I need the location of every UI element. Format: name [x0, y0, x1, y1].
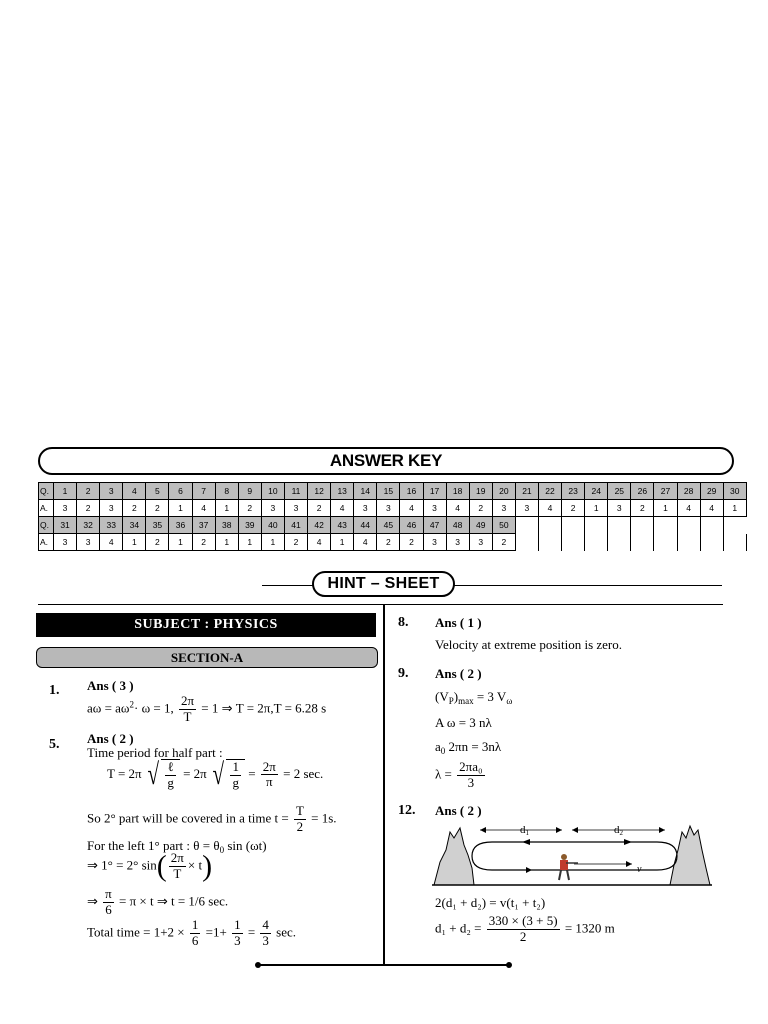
answer-key-cell: 4	[400, 500, 423, 517]
hint-sheet-title: HINT – SHEET	[312, 571, 455, 597]
answer-key-cell: 36	[169, 517, 192, 534]
answer-key-cell: 3	[423, 500, 446, 517]
answer-key-cell: 42	[308, 517, 331, 534]
q5-line-4: For the left 1° part : $\theta = \theta_0$ sin (ωt)	[87, 838, 267, 855]
answer-key-cell: 21	[515, 483, 538, 500]
answer-key-title: ANSWER KEY	[38, 447, 734, 475]
answer-key-cell: 22	[538, 483, 561, 500]
row-label-q: Q.	[39, 483, 54, 500]
answer-key-cell: 3	[446, 534, 469, 551]
d2-label: d2	[614, 824, 623, 837]
answer-key-cell: 4	[123, 483, 146, 500]
answer-key-cell: 6	[169, 483, 192, 500]
answer-key-empty-cell	[538, 534, 561, 551]
answer-key-cell: 39	[238, 517, 261, 534]
q9-number: 9.	[398, 666, 409, 681]
q5-period-equation: T = 2π √ $\frac{\text{ℓ}}{g}$ = 2π √ $\frac{1}{g}$ = $\frac{2\pi}{\pi}$ = 2 sec.	[107, 757, 324, 791]
answer-key-cell: 4	[331, 500, 354, 517]
row-label-q: Q.	[39, 517, 54, 534]
answer-key-cell: 28	[677, 483, 700, 500]
answer-key-cell: 1	[169, 500, 192, 517]
right-cliff	[670, 826, 710, 885]
answer-key-empty-cell	[608, 534, 631, 551]
left-cliff	[434, 828, 474, 885]
answer-key-empty-cell	[608, 517, 631, 534]
answer-key-cell: 26	[631, 483, 654, 500]
q12-diagram	[432, 820, 712, 890]
answer-key-cell: 17	[423, 483, 446, 500]
answer-key-cell: 2	[562, 500, 585, 517]
answer-key-empty-cell	[677, 517, 700, 534]
answer-key-empty-cell	[723, 517, 746, 534]
hint-rule	[38, 604, 723, 605]
answer-key-empty-cell	[585, 517, 608, 534]
answer-key-cell: 1	[331, 534, 354, 551]
answer-key-cell: 4	[446, 500, 469, 517]
answer-key-empty-cell	[700, 517, 723, 534]
answer-key-cell: 2	[308, 500, 331, 517]
answer-key-cell: 16	[400, 483, 423, 500]
arrowhead	[556, 827, 562, 833]
answer-key-empty-cell	[654, 534, 677, 551]
q1-equation: $a\omega = a\omega^2\cdot \omega = 1$, $\frac{2\pi}{T}$ = 1 ⇒ T = 2π,T = 6.28 s	[87, 693, 327, 724]
answer-key-cell: 4	[677, 500, 700, 517]
answer-key-cell: 3	[54, 534, 77, 551]
answer-key-cell: 46	[400, 517, 423, 534]
row-label-a: A.	[39, 500, 54, 517]
answer-key-cell: 3	[423, 534, 446, 551]
arrowhead	[522, 839, 530, 845]
q5-number: 5.	[49, 737, 60, 752]
bottom-rule-dot-right	[506, 962, 512, 968]
answer-key-cell: 3	[77, 534, 100, 551]
subject-heading: SUBJECT : PHYSICS	[36, 613, 376, 637]
answer-key-cell: 2	[469, 500, 492, 517]
answer-key-cell: 34	[123, 517, 146, 534]
answer-key-cell: 49	[469, 517, 492, 534]
answer-key-cell: 2	[192, 534, 215, 551]
q9-line-3: $a_0$ 2πn = 3nλ	[435, 739, 502, 756]
q5-line-6: ⇒ $\frac{\pi}{6}$ = π × t ⇒ t = 1/6 sec.	[87, 886, 229, 917]
answer-key-cell: 2	[238, 500, 261, 517]
answer-key-cell: 3	[469, 534, 492, 551]
q5-line-3: So 2° part will be covered in a time t = $\frac{T}{2}$ = 1s.	[87, 803, 337, 834]
answer-key-empty-cell	[562, 534, 585, 551]
answer-key-cell: 4	[538, 500, 561, 517]
answer-key-empty-cell	[631, 534, 654, 551]
q5-line-1: Time period for half part :	[87, 745, 223, 760]
answer-key-cell: 4	[192, 500, 215, 517]
answer-key-table-2	[38, 516, 747, 551]
answer-key-cell: 4	[308, 534, 331, 551]
answer-key-cell: 2	[77, 483, 100, 500]
answer-key-cell: 1	[585, 500, 608, 517]
answer-key-empty-cell	[631, 517, 654, 534]
answer-key-empty-cell	[700, 534, 723, 551]
answer-key-cell: 27	[654, 483, 677, 500]
answer-key-cell: 9	[238, 483, 261, 500]
answer-key-cell: 2	[146, 500, 169, 517]
answer-key-cell: 1	[261, 534, 284, 551]
q9-answer: Ans ( 2 )	[435, 666, 482, 681]
answer-key-cell: 1	[238, 534, 261, 551]
q12-line-1: 2(d₁ + d₂) = v(t₁ + t₂)	[435, 895, 546, 910]
q12-number: 12.	[398, 803, 416, 818]
answer-key-empty-cell	[677, 534, 700, 551]
answer-key-cell: 30	[723, 483, 746, 500]
q5-line-7: Total time = 1+2 × $\frac{1}{6}$ =1+ $\frac{1}{3}$ = $\frac{4}{3}$ sec.	[87, 917, 297, 948]
bottom-rule-dot-left	[255, 962, 261, 968]
answer-key-cell: 44	[354, 517, 377, 534]
answer-key-cell: 11	[284, 483, 307, 500]
answer-key-cell: 13	[331, 483, 354, 500]
q1-answer: Ans ( 3 )	[87, 678, 134, 693]
answer-key-cell: 18	[446, 483, 469, 500]
answer-key-cell: 15	[377, 483, 400, 500]
answer-key-empty-cell	[538, 517, 561, 534]
answer-key-cell: 14	[354, 483, 377, 500]
answer-key-cell: 2	[123, 500, 146, 517]
person-icon	[559, 854, 578, 880]
answer-key-cell: 35	[146, 517, 169, 534]
arrowhead	[480, 827, 486, 833]
sound-path	[472, 842, 677, 870]
answer-key-cell: 7	[192, 483, 215, 500]
d1-label: d1	[520, 824, 529, 837]
answer-key-cell: 33	[100, 517, 123, 534]
column-divider	[383, 605, 385, 965]
answer-key-cell: 4	[700, 500, 723, 517]
answer-key-cell: 3	[261, 500, 284, 517]
q5-answer: Ans ( 2 )	[87, 731, 134, 746]
answer-key-cell: 3	[54, 500, 77, 517]
answer-key-cell: 24	[585, 483, 608, 500]
answer-key-empty-cell	[515, 517, 538, 534]
answer-key-empty-cell	[515, 534, 538, 551]
answer-key-empty-cell	[562, 517, 585, 534]
answer-key-cell: 5	[146, 483, 169, 500]
answer-key-cell: 10	[261, 483, 284, 500]
row-label-a: A.	[39, 534, 54, 551]
q8-answer: Ans ( 1 )	[435, 615, 482, 630]
answer-key-cell: 31	[54, 517, 77, 534]
answer-key-cell: 4	[354, 534, 377, 551]
answer-key-empty-cell	[723, 534, 746, 551]
answer-key-cell: 38	[215, 517, 238, 534]
q9-line-1: $(V_P)_{max} = 3$ $V_\omega$	[435, 689, 513, 706]
answer-key-cell: 3	[100, 483, 123, 500]
answer-key-cell: 1	[723, 500, 746, 517]
q12-answer: Ans ( 2 )	[435, 803, 482, 818]
arrowhead	[626, 861, 632, 867]
velocity-label: v	[637, 864, 642, 875]
answer-key-cell: 1	[169, 534, 192, 551]
answer-key-cell: 47	[423, 517, 446, 534]
answer-key-cell: 2	[146, 534, 169, 551]
q12-line-2: d₁ + d₂ = $\frac{330 \times (3 + 5)}{2}$ = 1320 m	[435, 913, 615, 944]
answer-key-cell: 2	[492, 534, 515, 551]
answer-key-cell: 1	[54, 483, 77, 500]
answer-key-empty-cell	[585, 534, 608, 551]
answer-key-cell: 3	[354, 500, 377, 517]
answer-key-table-1	[38, 482, 747, 517]
q8-number: 8.	[398, 615, 409, 630]
answer-key-cell: 29	[700, 483, 723, 500]
answer-key-cell: 4	[100, 534, 123, 551]
answer-key-cell: 3	[284, 500, 307, 517]
answer-key-cell: 50	[492, 517, 515, 534]
q8-line: Velocity at extreme position is zero.	[435, 637, 623, 652]
answer-key-cell: 40	[261, 517, 284, 534]
answer-key-cell: 1	[123, 534, 146, 551]
bottom-rule	[258, 964, 510, 966]
q9-line-2: A ω = 3 nλ	[435, 715, 492, 730]
answer-key-cell: 2	[631, 500, 654, 517]
answer-key-cell: 2	[377, 534, 400, 551]
answer-key-cell: 3	[515, 500, 538, 517]
answer-key-cell: 3	[377, 500, 400, 517]
answer-key-cell: 3	[608, 500, 631, 517]
answer-key-cell: 2	[77, 500, 100, 517]
answer-key-cell: 41	[284, 517, 307, 534]
section-heading: SECTION-A	[36, 647, 378, 668]
answer-key-cell: 1	[654, 500, 677, 517]
answer-key-cell: 3	[100, 500, 123, 517]
arrowhead	[526, 867, 532, 873]
answer-key-cell: 43	[331, 517, 354, 534]
arrowhead	[624, 839, 632, 845]
answer-key-cell: 32	[77, 517, 100, 534]
arrowhead	[572, 827, 578, 833]
answer-key-cell: 1	[215, 534, 238, 551]
answer-key-cell: 20	[492, 483, 515, 500]
q9-line-4: λ = $\frac{\text{2πa₀}}{3}$	[435, 759, 483, 790]
answer-key-empty-cell	[654, 517, 677, 534]
answer-key-cell: 2	[284, 534, 307, 551]
answer-key-cell: 19	[469, 483, 492, 500]
answer-key-cell: 8	[215, 483, 238, 500]
arrowhead	[659, 827, 665, 833]
answer-key-cell: 48	[446, 517, 469, 534]
answer-key-cell: 12	[308, 483, 331, 500]
answer-key-cell: 37	[192, 517, 215, 534]
answer-key-cell: 2	[400, 534, 423, 551]
answer-key-cell: 1	[215, 500, 238, 517]
answer-key-cell: 45	[377, 517, 400, 534]
q5-line-5: ⇒ 1° = 2° sin( $\frac{2\pi}{T}$ × t)	[87, 849, 213, 883]
answer-key-cell: 23	[562, 483, 585, 500]
answer-key-cell: 3	[492, 500, 515, 517]
q1-number: 1.	[49, 683, 60, 698]
answer-key-cell: 25	[608, 483, 631, 500]
